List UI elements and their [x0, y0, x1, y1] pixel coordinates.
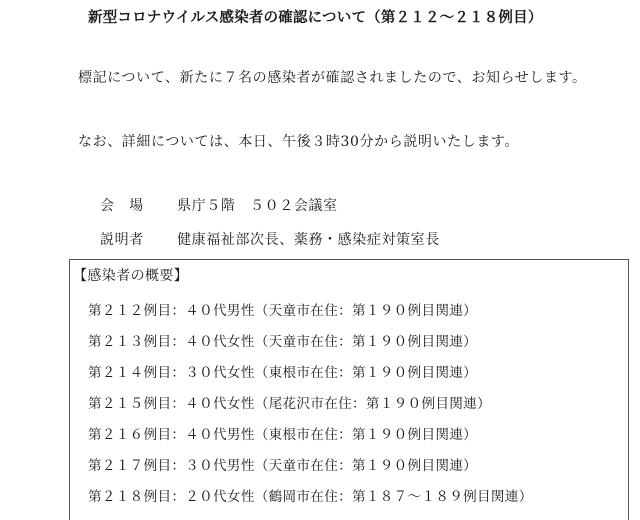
briefing-text: なお、詳細については、本日、午後３時30分から説明いたします。 [78, 134, 520, 150]
case-list [88, 296, 533, 513]
case-summary-box [69, 259, 629, 520]
venue-row [100, 195, 338, 215]
document-title: 新型コロナウイルス感染者の確認について（第２１２～２１８例目） [88, 10, 543, 26]
case-summary-heading: 【感染者の概要】 [73, 268, 189, 284]
case-item: 第２１２例目：４０代男性（天童市在住：第１９０例目関連） [88, 303, 478, 319]
briefing-paragraph [58, 127, 598, 157]
venue-value: 県庁５階 ５０２会議室 [177, 198, 338, 214]
announcement-paragraph [58, 63, 598, 93]
case-item: 第２１７例目：３０代男性（天童市在住：第１９０例目関連） [88, 458, 478, 474]
case-item: 第２１５例目：４０代女性（尾花沢市在住：第１９０例目関連） [88, 396, 491, 412]
case-item: 第２１８例目：２０代女性（鶴岡市在住：第１８７～１８９例目関連） [88, 489, 533, 505]
presenter-label: 説明者 [100, 232, 144, 248]
presenter-row [100, 229, 440, 249]
case-item: 第２１４例目：３０代女性（東根市在住：第１９０例目関連） [88, 365, 478, 381]
case-item: 第２１６例目：４０代男性（東根市在住：第１９０例目関連） [88, 427, 478, 443]
presenter-value: 健康福祉部次長、薬務・感染症対策室長 [177, 232, 440, 248]
venue-label: 会 場 [100, 198, 144, 214]
case-item: 第２１３例目：４０代女性（天童市在住：第１９０例目関連） [88, 334, 478, 350]
announcement-text: 標記について、新たに７名の感染者が確認されましたので、お知らせします。 [78, 70, 587, 86]
